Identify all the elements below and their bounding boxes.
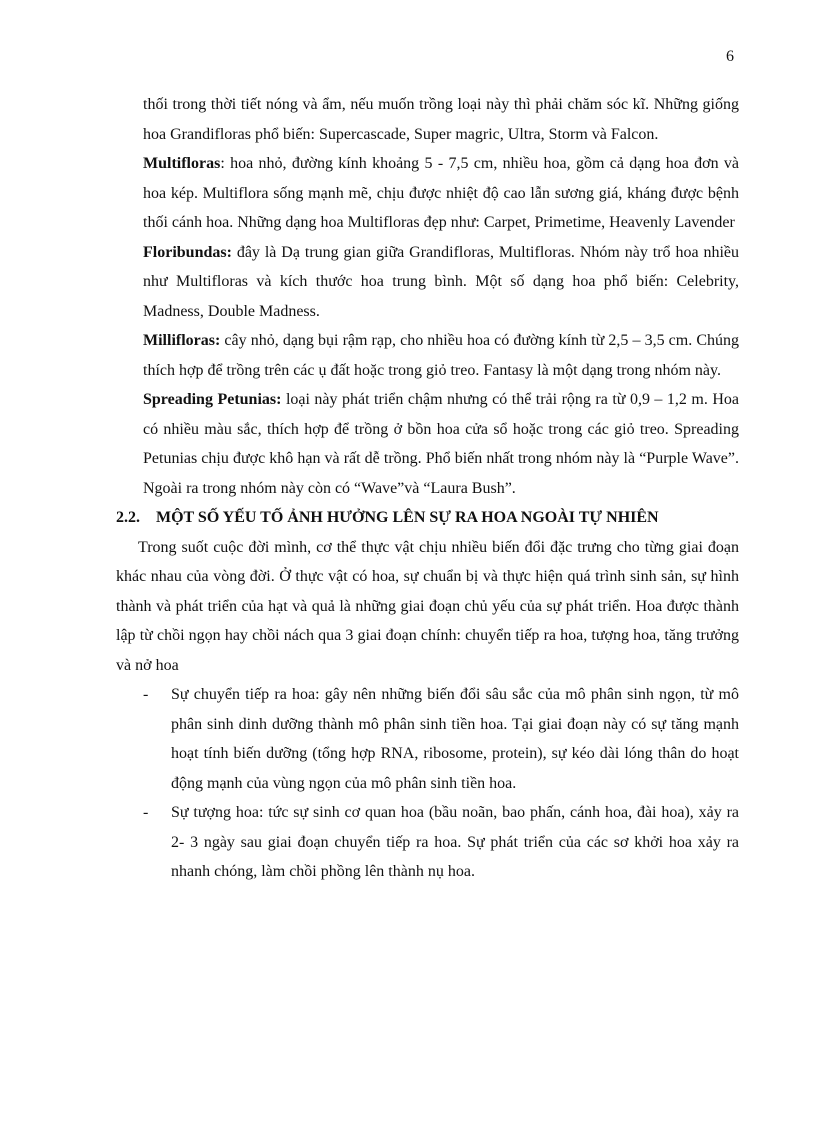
section-body	[116, 533, 739, 681]
list-item-text: Sự chuyển tiếp ra hoa: gây nên những biến đổi sâu sắc của mô phân sinh ngọn, từ mô phân sinh dinh dưỡng thành mô phân sinh tiền hoa. Tại giai đoạn này có sự tăng mạnh hoạt tính biến dưỡng (tổng hợp RNA, ribosome, protein), sự kéo dài lóng thân do hoạt động mạnh của vùng ngọn của mô phân sinh tiền hoa.	[171, 686, 739, 792]
type-term: Millifloras:	[143, 332, 221, 349]
type-term: Spreading Petunias:	[143, 391, 282, 408]
section-paragraph: Trong suốt cuộc đời mình, cơ thể thực vật chịu nhiều biến đổi đặc trưng cho từng giai đoạn khác nhau của vòng đời. Ở thực vật có hoa, sự chuẩn bị và thực hiện quá trình sinh sản, sự hình thành và phát triển của hạt và quả là những giai đoạn chủ yếu của sự phát triển. Hoa được thành lập từ chồi ngọn hay chồi nách qua 3 giai đoạn chính: chuyển tiếp ra hoa, tượng hoa, tăng trưởng và nở hoa	[116, 538, 739, 674]
dash-icon: -	[143, 804, 149, 821]
type-text: loại này phát triển chậm nhưng có thể trải rộng ra từ 0,9 – 1,2 m. Hoa có nhiều màu sắc, thích hợp để trồng ở bồn hoa cửa sổ hoặc trong các giỏ treo. Spreading Petunias chịu được khô hạn và rất dễ trồng. Phổ biến nhất trong nhóm này là “Purple Wave”. Ngoài ra trong nhóm này còn có “Wave”và “Laura Bush”.	[143, 391, 740, 497]
type-text: cây nhỏ, dạng bụi rậm rạp, cho nhiều hoa có đường kính từ 2,5 – 3,5 cm. Chúng thích hợp để trồng trên các ụ đất hoặc trong giỏ treo. Fantasy là một dạng trong nhóm này.	[143, 332, 739, 379]
list-item	[143, 680, 739, 798]
type-text: đây là Dạ trung gian giữa Grandifloras, Multifloras. Nhóm này trổ hoa nhiều như Multifloras và kích thước hoa trung bình. Một số dạng hoa phổ biến: Celebrity, Madness, Double Madness.	[143, 243, 739, 320]
type-text: hoa nhỏ, đường kính khoảng 5 - 7,5 cm, nhiều hoa, gồm cả dạng hoa đơn và hoa kép. Multiflora sống mạnh mẽ, chịu được nhiệt độ cao lẫn sương giá, kháng được bệnh thối cánh hoa. Những dạng hoa Multifloras đẹp như: Carpet, Primetime, Heavenly Lavender	[143, 155, 739, 231]
section-title: MỘT SỐ YẾU TỐ ẢNH HƯỞNG LÊN SỰ RA HOA NGOÀI TỰ NHIÊN	[156, 509, 659, 526]
type-paragraph-multifloras	[143, 149, 739, 238]
section-heading	[116, 503, 739, 533]
type-sep: :	[220, 155, 225, 172]
type-term: Multifloras	[143, 155, 221, 172]
page-number: 6	[726, 48, 734, 65]
type-term: Floribundas:	[143, 243, 232, 261]
list-item-text: Sự tượng hoa: tức sự sinh cơ quan hoa (bầu noãn, bao phấn, cánh hoa, đài hoa), xảy ra 2- 3 ngày sau giai đoạn chuyển tiếp ra hoa. Sự phát triển của các sơ khởi hoa xảy ra nhanh chóng, làm chồi phồng lên thành nụ hoa.	[171, 804, 739, 880]
dash-icon: -	[143, 686, 149, 703]
list-item	[143, 798, 739, 887]
type-paragraph-spreading-petunias	[143, 385, 739, 503]
intro-continuation: thối trong thời tiết nóng và ẩm, nếu muốn trồng loại này thì phải chăm sóc kĩ. Những giống hoa Grandifloras phổ biến: Supercascade, Super magric, Ultra, Storm và Falcon.	[143, 96, 739, 143]
type-paragraph-millifloras	[143, 326, 739, 385]
type-paragraph-floribundas	[143, 238, 739, 327]
page-content	[116, 90, 740, 887]
section-number: 2.2.	[116, 509, 140, 526]
bullet-list	[143, 680, 739, 887]
